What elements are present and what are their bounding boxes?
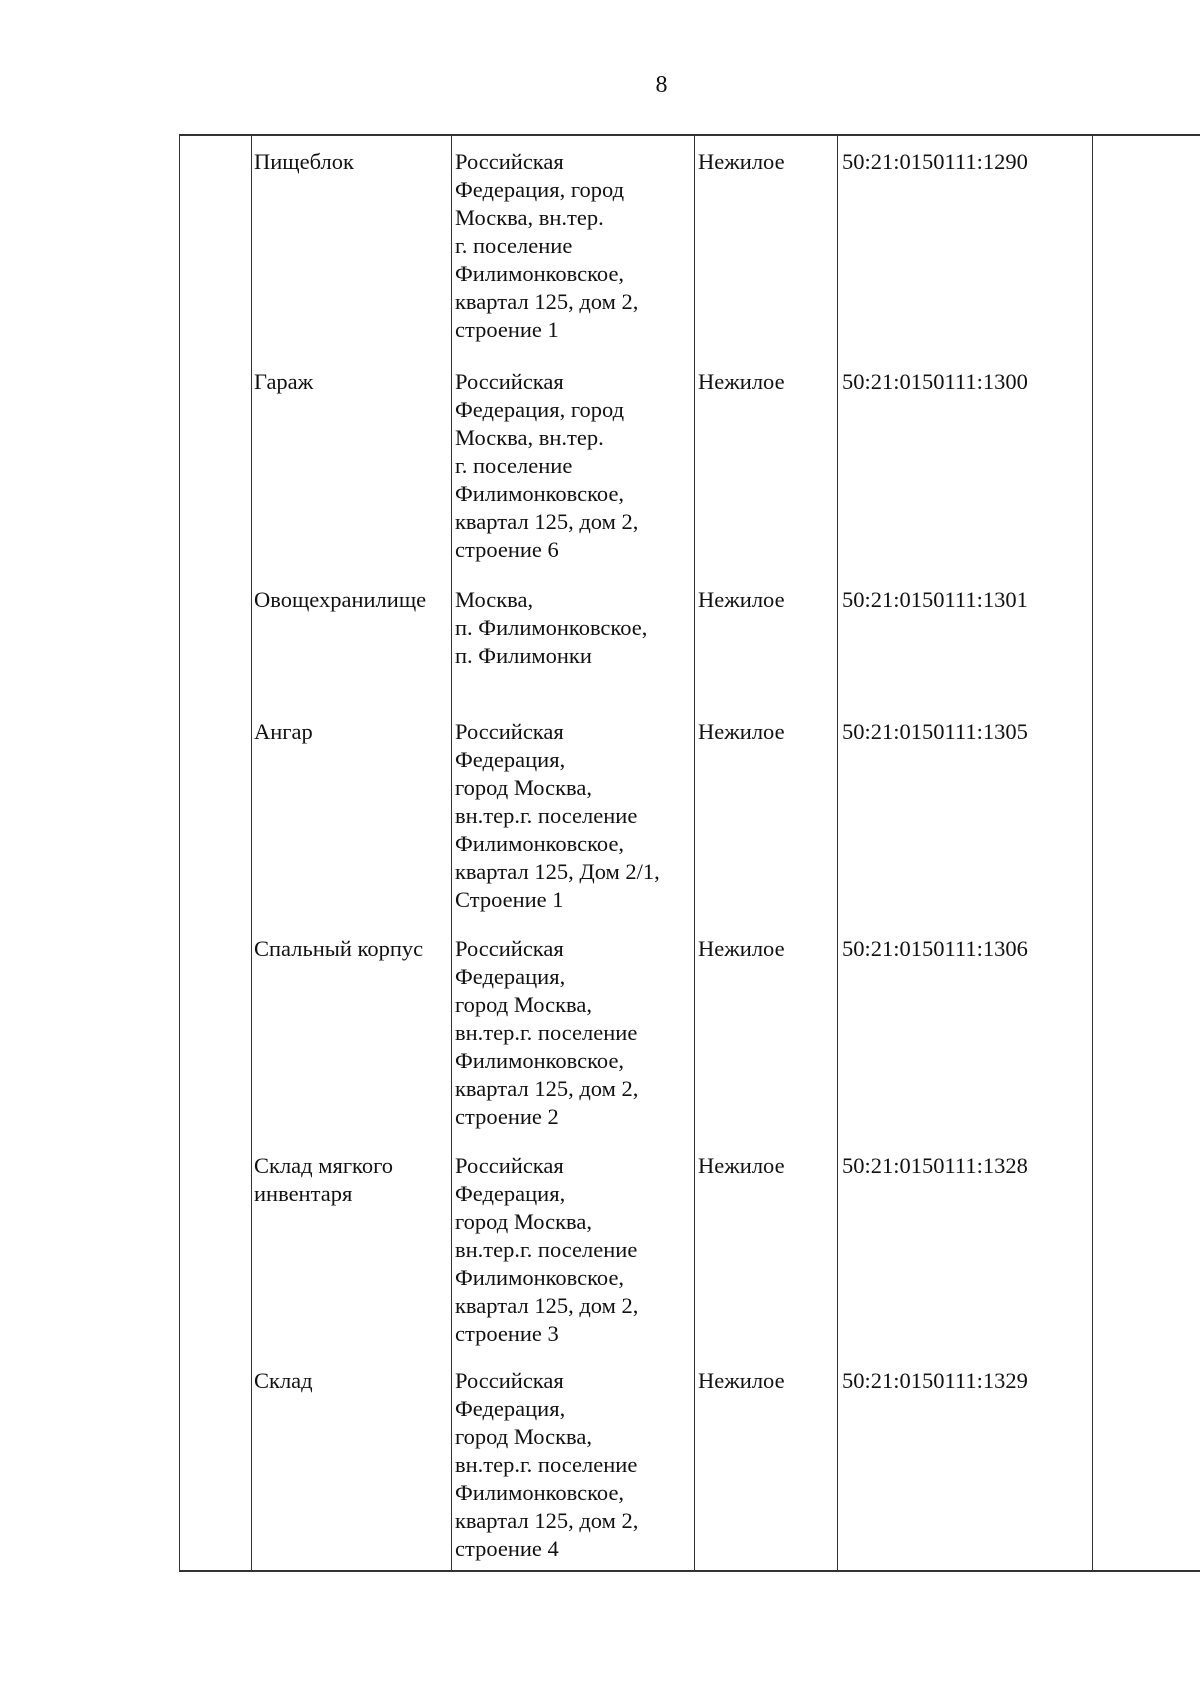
column-divider [251,136,252,1570]
cadastral-number: 50:21:0150111:1306 [842,936,1028,961]
cadastral-number: 50:21:0150111:1301 [842,587,1028,612]
object-name: Спальный корпус [254,936,424,961]
object-address: Российская Федерация, город Москва, вн.тер.г. поселение Филимонковское, квартал 125, дом 2, строение 3 [455,1153,639,1346]
cadastral-number: 50:21:0150111:1329 [842,1368,1028,1393]
column-divider [837,136,838,1570]
cadastral-number: 50:21:0150111:1305 [842,719,1028,744]
object-type: Нежилое [698,149,785,174]
object-name: Склад мягкого инвентаря [254,1153,393,1206]
object-type: Нежилое [698,587,785,612]
object-address: Российская Федерация, город Москва, вн.тер.г. поселение Филимонковское, квартал 125, дом 2, строение 2 [455,936,639,1129]
object-address: Российская Федерация, город Москва, вн.тер. г. поселение Филимонковское, квартал 125, дом 2, строение 1 [455,149,639,342]
object-name: Пищеблок [254,149,354,174]
column-divider [451,136,452,1570]
object-address: Москва, п. Филимонковское, п. Филимонки [455,587,648,668]
object-type: Нежилое [698,1153,785,1178]
cadastral-number: 50:21:0150111:1328 [842,1153,1028,1178]
cadastral-number: 50:21:0150111:1290 [842,149,1028,174]
column-divider [1092,136,1093,1570]
object-address: Российская Федерация, город Москва, вн.тер.г. поселение Филимонковское, квартал 125, Дом 2/1, Строение 1 [455,719,660,912]
object-address: Российская Федерация, город Москва, вн.тер. г. поселение Филимонковское, квартал 125, дом 2, строение 6 [455,369,639,562]
object-name: Гараж [254,369,314,394]
page-number: 8 [655,72,668,98]
object-type: Нежилое [698,1368,785,1393]
column-divider [694,136,695,1570]
object-name: Ангар [254,719,313,744]
cadastral-number: 50:21:0150111:1300 [842,369,1028,394]
object-address: Российская Федерация, город Москва, вн.тер.г. поселение Филимонковское, квартал 125, дом 2, строение 4 [455,1368,639,1561]
object-type: Нежилое [698,719,785,744]
object-type: Нежилое [698,369,785,394]
object-name: Овощехранилище [254,587,427,612]
property-table [179,134,1200,1572]
object-name: Склад [254,1368,313,1393]
object-type: Нежилое [698,936,785,961]
